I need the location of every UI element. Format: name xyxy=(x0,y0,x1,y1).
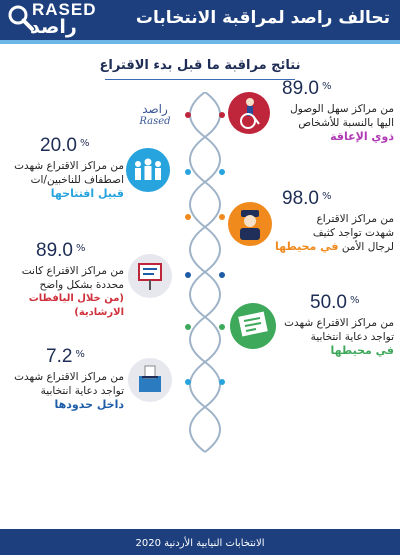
stat-campaign-outside xyxy=(276,292,394,358)
stat-line: اصطفاف للناخبين/ات xyxy=(30,174,124,186)
stat-description xyxy=(276,316,394,358)
ballot-box-icon xyxy=(128,358,172,402)
percent-sign: % xyxy=(321,81,332,92)
stat-line: من مراكز الاقتراع شهدت xyxy=(14,371,124,383)
stat-value: 89.0 xyxy=(36,240,73,261)
timeline xyxy=(170,92,240,462)
percent-sign: % xyxy=(349,295,360,306)
stat-highlight: ذوي الإعاقة xyxy=(330,130,394,143)
stat-percentage xyxy=(6,346,124,368)
percent-sign: % xyxy=(75,349,85,360)
logo-text-en: RASED xyxy=(32,0,97,19)
title-underline xyxy=(105,79,295,80)
stat-highlight: في محيطها xyxy=(330,344,394,357)
stat-security xyxy=(272,188,394,254)
stat-percentage xyxy=(6,135,124,157)
stat-line: شهدت تواجد كثيف xyxy=(312,227,394,239)
stat-accessibility xyxy=(270,78,394,144)
timeline-dot xyxy=(219,169,225,175)
timeline-dot xyxy=(185,214,191,220)
stat-line: تواجد دعاية انتخابية xyxy=(40,385,124,397)
percent-sign: % xyxy=(321,191,332,202)
stat-highlight: قبيل افتتاحها xyxy=(50,187,124,200)
stat-line-with-highlight xyxy=(272,240,394,254)
timeline-dot xyxy=(219,272,225,278)
stat-description xyxy=(272,212,394,254)
stat-line: من مراكز سهل الوصول xyxy=(290,103,394,115)
rased-logo xyxy=(6,0,124,40)
wheelchair-icon xyxy=(228,92,270,134)
police-icon xyxy=(228,202,272,246)
stat-value: 50.0 xyxy=(310,292,347,313)
brand-text-en: Rased xyxy=(139,116,171,127)
timeline-dot xyxy=(219,324,225,330)
stat-line: من مراكز الاقتراع xyxy=(316,213,394,225)
stat-queues xyxy=(6,135,124,201)
queue-icon xyxy=(126,148,170,192)
timeline-dot xyxy=(185,112,191,118)
stat-line: تواجد دعاية انتخابية xyxy=(310,331,394,343)
header-title: تحالف راصد لمراقبة الانتخابات xyxy=(135,8,390,28)
stat-highlight: (من خلال اليافطات الارشادية) xyxy=(28,293,124,318)
stat-description xyxy=(6,370,124,412)
footer-bar xyxy=(0,529,400,555)
stat-percentage xyxy=(6,240,124,262)
footer-text: الانتخابات النيابية الأردنية 2020 xyxy=(135,538,265,549)
stat-line: من مراكز الاقتراع شهدت xyxy=(14,160,124,172)
timeline-dot xyxy=(219,112,225,118)
stat-line: اليها بالنسبة للأشخاص xyxy=(298,117,394,129)
stat-description xyxy=(270,102,394,144)
percent-sign: % xyxy=(79,138,90,149)
signboard-icon xyxy=(128,254,172,298)
stat-description xyxy=(6,159,124,201)
header-stripe xyxy=(0,40,400,44)
timeline-dot xyxy=(185,379,191,385)
stat-value: 89.0 xyxy=(282,78,319,99)
stat-percentage xyxy=(276,292,394,314)
page-title: نتائج مراقبة ما قبل بدء الاقتراع xyxy=(99,58,301,73)
stat-highlight: داخل حدودها xyxy=(54,398,124,411)
stat-percentage xyxy=(272,188,394,210)
brand-text-ar: راصد xyxy=(142,102,168,116)
stat-value: 7.2 xyxy=(46,346,73,367)
header-bar xyxy=(0,0,400,44)
stat-campaign-inside xyxy=(6,346,124,412)
stat-line: من مراكز الاقتراع شهدت xyxy=(284,317,394,329)
stat-signage xyxy=(6,240,124,320)
posters-icon xyxy=(230,303,276,349)
stat-percentage xyxy=(270,78,394,100)
timeline-dot xyxy=(219,214,225,220)
timeline-dot xyxy=(185,169,191,175)
stat-description xyxy=(6,264,124,320)
logo-text-ar: راصد xyxy=(30,16,77,38)
stat-line: لرجال الأمن xyxy=(341,241,394,253)
stat-highlight: في محيطها xyxy=(274,240,339,253)
percent-sign: % xyxy=(75,243,86,254)
stat-value: 20.0 xyxy=(40,135,77,156)
timeline-dot xyxy=(185,272,191,278)
stat-line: محددة بشكل واضح xyxy=(39,279,124,291)
timeline-dot xyxy=(219,379,225,385)
stat-value: 98.0 xyxy=(282,188,319,209)
stat-line: من مراكز الاقتراع كانت xyxy=(21,265,124,277)
timeline-dot xyxy=(185,324,191,330)
